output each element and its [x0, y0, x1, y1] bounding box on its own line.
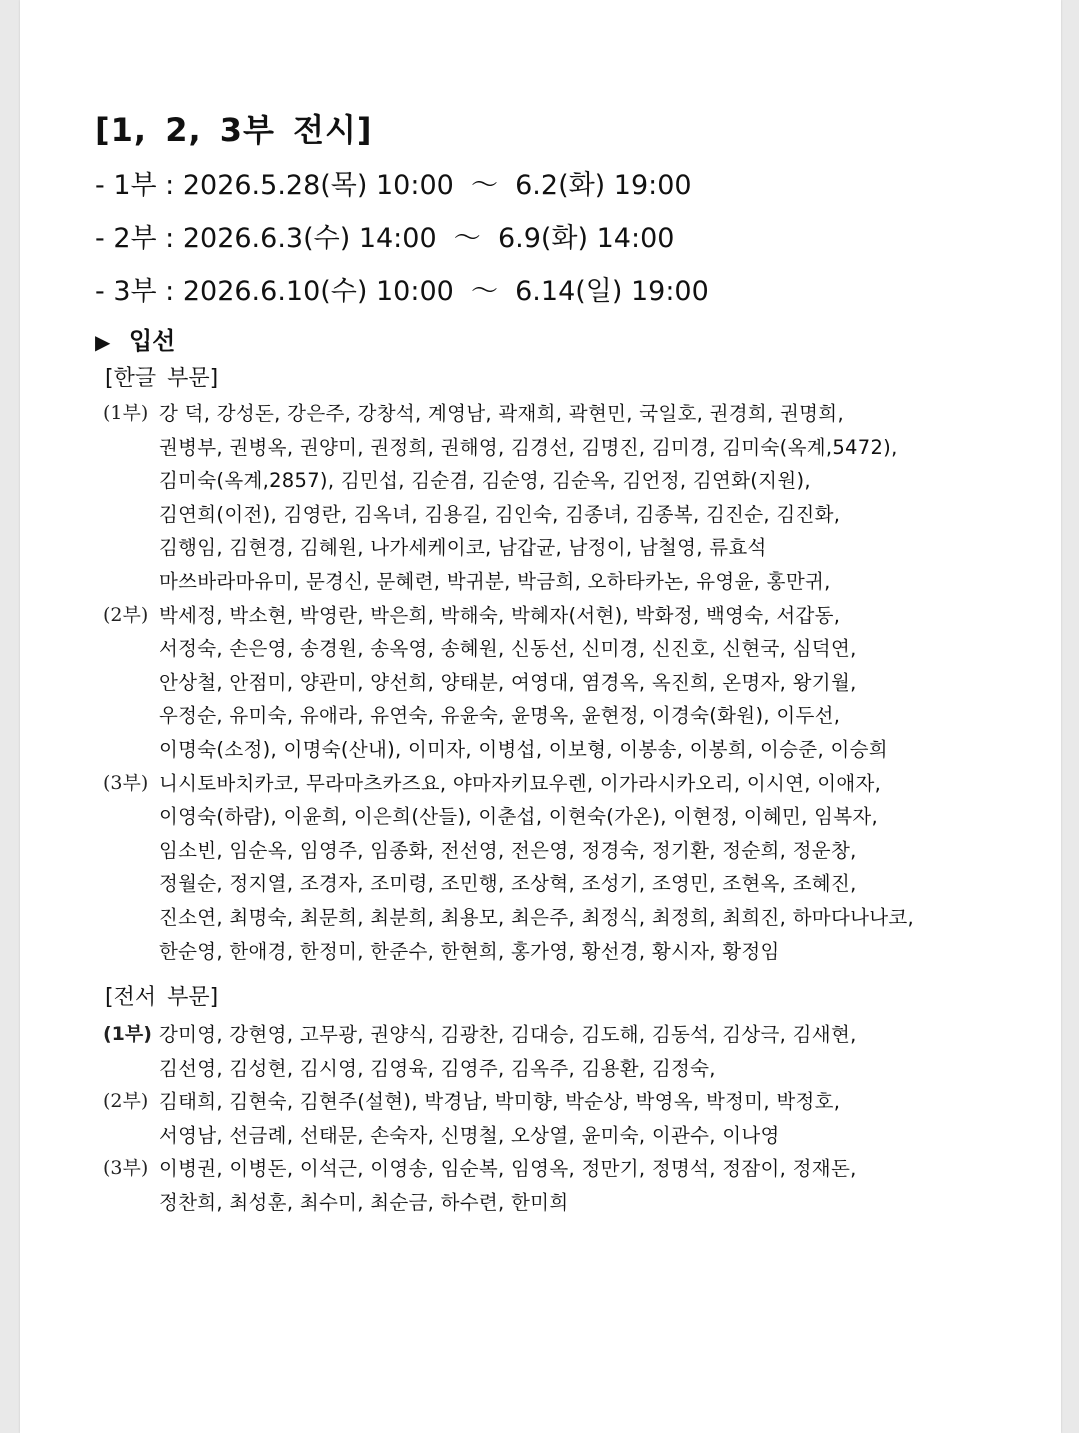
- part-tag: [103, 531, 159, 565]
- name-list-line: [103, 733, 995, 767]
- part-tag: (2부): [103, 603, 149, 626]
- part-tag: [103, 431, 159, 465]
- name-list-line: [103, 1085, 995, 1119]
- name-list-line: [103, 531, 995, 565]
- part-tag: [103, 666, 159, 700]
- document-content: [95, 108, 995, 1220]
- names-text: 김태희, 김현숙, 김현주(설현), 박경남, 박미향, 박순상, 박영옥, 박정미, 박정호,: [159, 1090, 841, 1114]
- names-text: 우정순, 유미숙, 유애라, 유연숙, 유윤숙, 윤명옥, 윤현정, 이경숙(화원), 이두선,: [159, 704, 841, 728]
- triangle-bullet-icon: ▶: [95, 330, 111, 354]
- names-text: 박세정, 박소현, 박영란, 박은희, 박해숙, 박혜자(서현), 박화정, 백영숙, 서갑동,: [159, 603, 841, 627]
- name-list-line: [103, 1052, 995, 1086]
- part-tag: (3부): [103, 1157, 149, 1180]
- part-tag: [103, 1119, 159, 1153]
- part-tag: [103, 1186, 159, 1220]
- part-tag: [103, 800, 159, 834]
- part-tag: [103, 464, 159, 498]
- name-list-line: [103, 1018, 995, 1052]
- part-tag: [103, 935, 159, 969]
- name-list-line: [103, 867, 995, 901]
- names-text: 마쓰바라마유미, 문경신, 문혜련, 박귀분, 박금희, 오하타카논, 유영윤, 홍만귀,: [159, 569, 831, 593]
- names-text: 서정숙, 손은영, 송경원, 송옥영, 송혜원, 신동선, 신미경, 신진호, 신현국, 심덕연,: [159, 637, 857, 661]
- schedule-part-3: - 3부 : 2026.6.10(수) 10:00 ～ 6.14(일) 19:00: [95, 276, 709, 307]
- selected-heading: [95, 321, 995, 361]
- name-list-line: [103, 901, 995, 935]
- names-text: 김선영, 김성현, 김시영, 김영육, 김영주, 김옥주, 김용환, 김정숙,: [159, 1056, 716, 1080]
- name-groups: [103, 397, 995, 968]
- schedule-part-2: - 2부 : 2026.6.3(수) 14:00 ～ 6.9(화) 14:00: [95, 223, 675, 254]
- part-tag: [103, 834, 159, 868]
- name-list-line: [103, 767, 995, 801]
- name-list-line: [103, 1152, 995, 1186]
- name-list-line: [103, 1119, 995, 1153]
- page-title: [1, 2, 3부 전시]: [95, 111, 373, 149]
- name-list-line: [103, 632, 995, 666]
- names-text: 정월순, 정지열, 조경자, 조미령, 조민행, 조상혁, 조성기, 조영민, 조현옥, 조혜진,: [159, 872, 857, 896]
- schedule-part-1: - 1부 : 2026.5.28(목) 10:00 ～ 6.2(화) 19:00: [95, 170, 692, 201]
- names-text: 권병부, 권병옥, 권양미, 권정희, 권해영, 김경선, 김명진, 김미경, 김미숙(옥계,5472),: [159, 435, 898, 459]
- names-text: 강 덕, 강성돈, 강은주, 강창석, 계영남, 곽재희, 곽현민, 국일호, 권경희, 권명희,: [159, 402, 844, 425]
- section-hangul: [95, 361, 995, 968]
- section-title: [전서 부문]: [105, 985, 219, 1011]
- names-text: 니시토바치카코, 무라마츠카즈요, 야마자키묘우렌, 이가라시카오리, 이시연, 이애자,: [159, 771, 882, 795]
- name-list-line: [103, 397, 995, 431]
- part-tag: (1부): [103, 1023, 152, 1046]
- part-tag: [103, 699, 159, 733]
- names-text: 서영남, 선금례, 선태문, 손숙자, 신명철, 오상열, 윤미숙, 이관수, 이나영: [159, 1123, 780, 1147]
- part-tag: [103, 565, 159, 599]
- names-text: 안상철, 안점미, 양관미, 양선희, 양태분, 여영대, 염경옥, 옥진희, 온명자, 왕기월,: [159, 670, 857, 694]
- sections-container: [95, 361, 995, 1220]
- names-text: 김미숙(옥계,2857), 김민섭, 김순겸, 김순영, 김순옥, 김언정, 김연화(지원),: [159, 469, 811, 493]
- name-groups: [103, 1018, 995, 1220]
- section-jeonseo: [95, 980, 995, 1220]
- part-tag: [103, 901, 159, 935]
- section-title: [한글 부문]: [105, 366, 219, 391]
- name-list-line: [103, 431, 995, 465]
- name-list-line: [103, 464, 995, 498]
- name-list-line: [103, 599, 995, 633]
- part-tag: (1부): [103, 402, 149, 424]
- name-list-line: [103, 666, 995, 700]
- part-tag: [103, 1052, 159, 1086]
- names-text: 이병권, 이병돈, 이석근, 이영송, 임순복, 임영옥, 정만기, 정명석, 정잠이, 정재돈,: [159, 1157, 857, 1181]
- names-text: 임소빈, 임순옥, 임영주, 임종화, 전선영, 전은영, 정경숙, 정기환, 정순희, 정운창,: [159, 838, 857, 862]
- selected-heading-label: 입선: [129, 327, 176, 355]
- name-list-line: [103, 498, 995, 532]
- names-text: 김행임, 김현경, 김혜원, 나가세케이코, 남갑균, 남정이, 남철영, 류효석: [159, 536, 767, 560]
- name-list-line: [103, 800, 995, 834]
- name-list-line: [103, 935, 995, 969]
- document-page: [20, 0, 1061, 1433]
- name-list-line: [103, 1186, 995, 1220]
- name-list-line: [103, 565, 995, 599]
- names-text: 이명숙(소정), 이명숙(산내), 이미자, 이병섭, 이보형, 이봉송, 이봉희, 이승준, 이승희: [159, 737, 888, 761]
- part-tag: (3부): [103, 771, 149, 794]
- names-text: 진소연, 최명숙, 최문희, 최분희, 최용모, 최은주, 최정식, 최정희, 최희진, 하마다나나코,: [159, 905, 914, 929]
- part-tag: (2부): [103, 1090, 149, 1113]
- part-tag: [103, 498, 159, 532]
- names-text: 한순영, 한애경, 한정미, 한준수, 한현희, 홍가영, 황선경, 황시자, 황정임: [159, 939, 780, 963]
- names-text: 이영숙(하람), 이윤희, 이은희(산들), 이춘섭, 이현숙(가온), 이현정, 이혜민, 임복자,: [159, 805, 879, 829]
- names-text: 정찬희, 최성훈, 최수미, 최순금, 하수련, 한미희: [159, 1191, 569, 1215]
- part-tag: [103, 867, 159, 901]
- part-tag: [103, 733, 159, 767]
- names-text: 김연희(이전), 김영란, 김옥녀, 김용길, 김인숙, 김종녀, 김종복, 김진순, 김진화,: [159, 502, 841, 526]
- name-list-line: [103, 834, 995, 868]
- name-list-line: [103, 699, 995, 733]
- part-tag: [103, 632, 159, 666]
- names-text: 강미영, 강현영, 고무광, 권양식, 김광찬, 김대승, 김도해, 김동석, 김상극, 김새현,: [159, 1023, 857, 1047]
